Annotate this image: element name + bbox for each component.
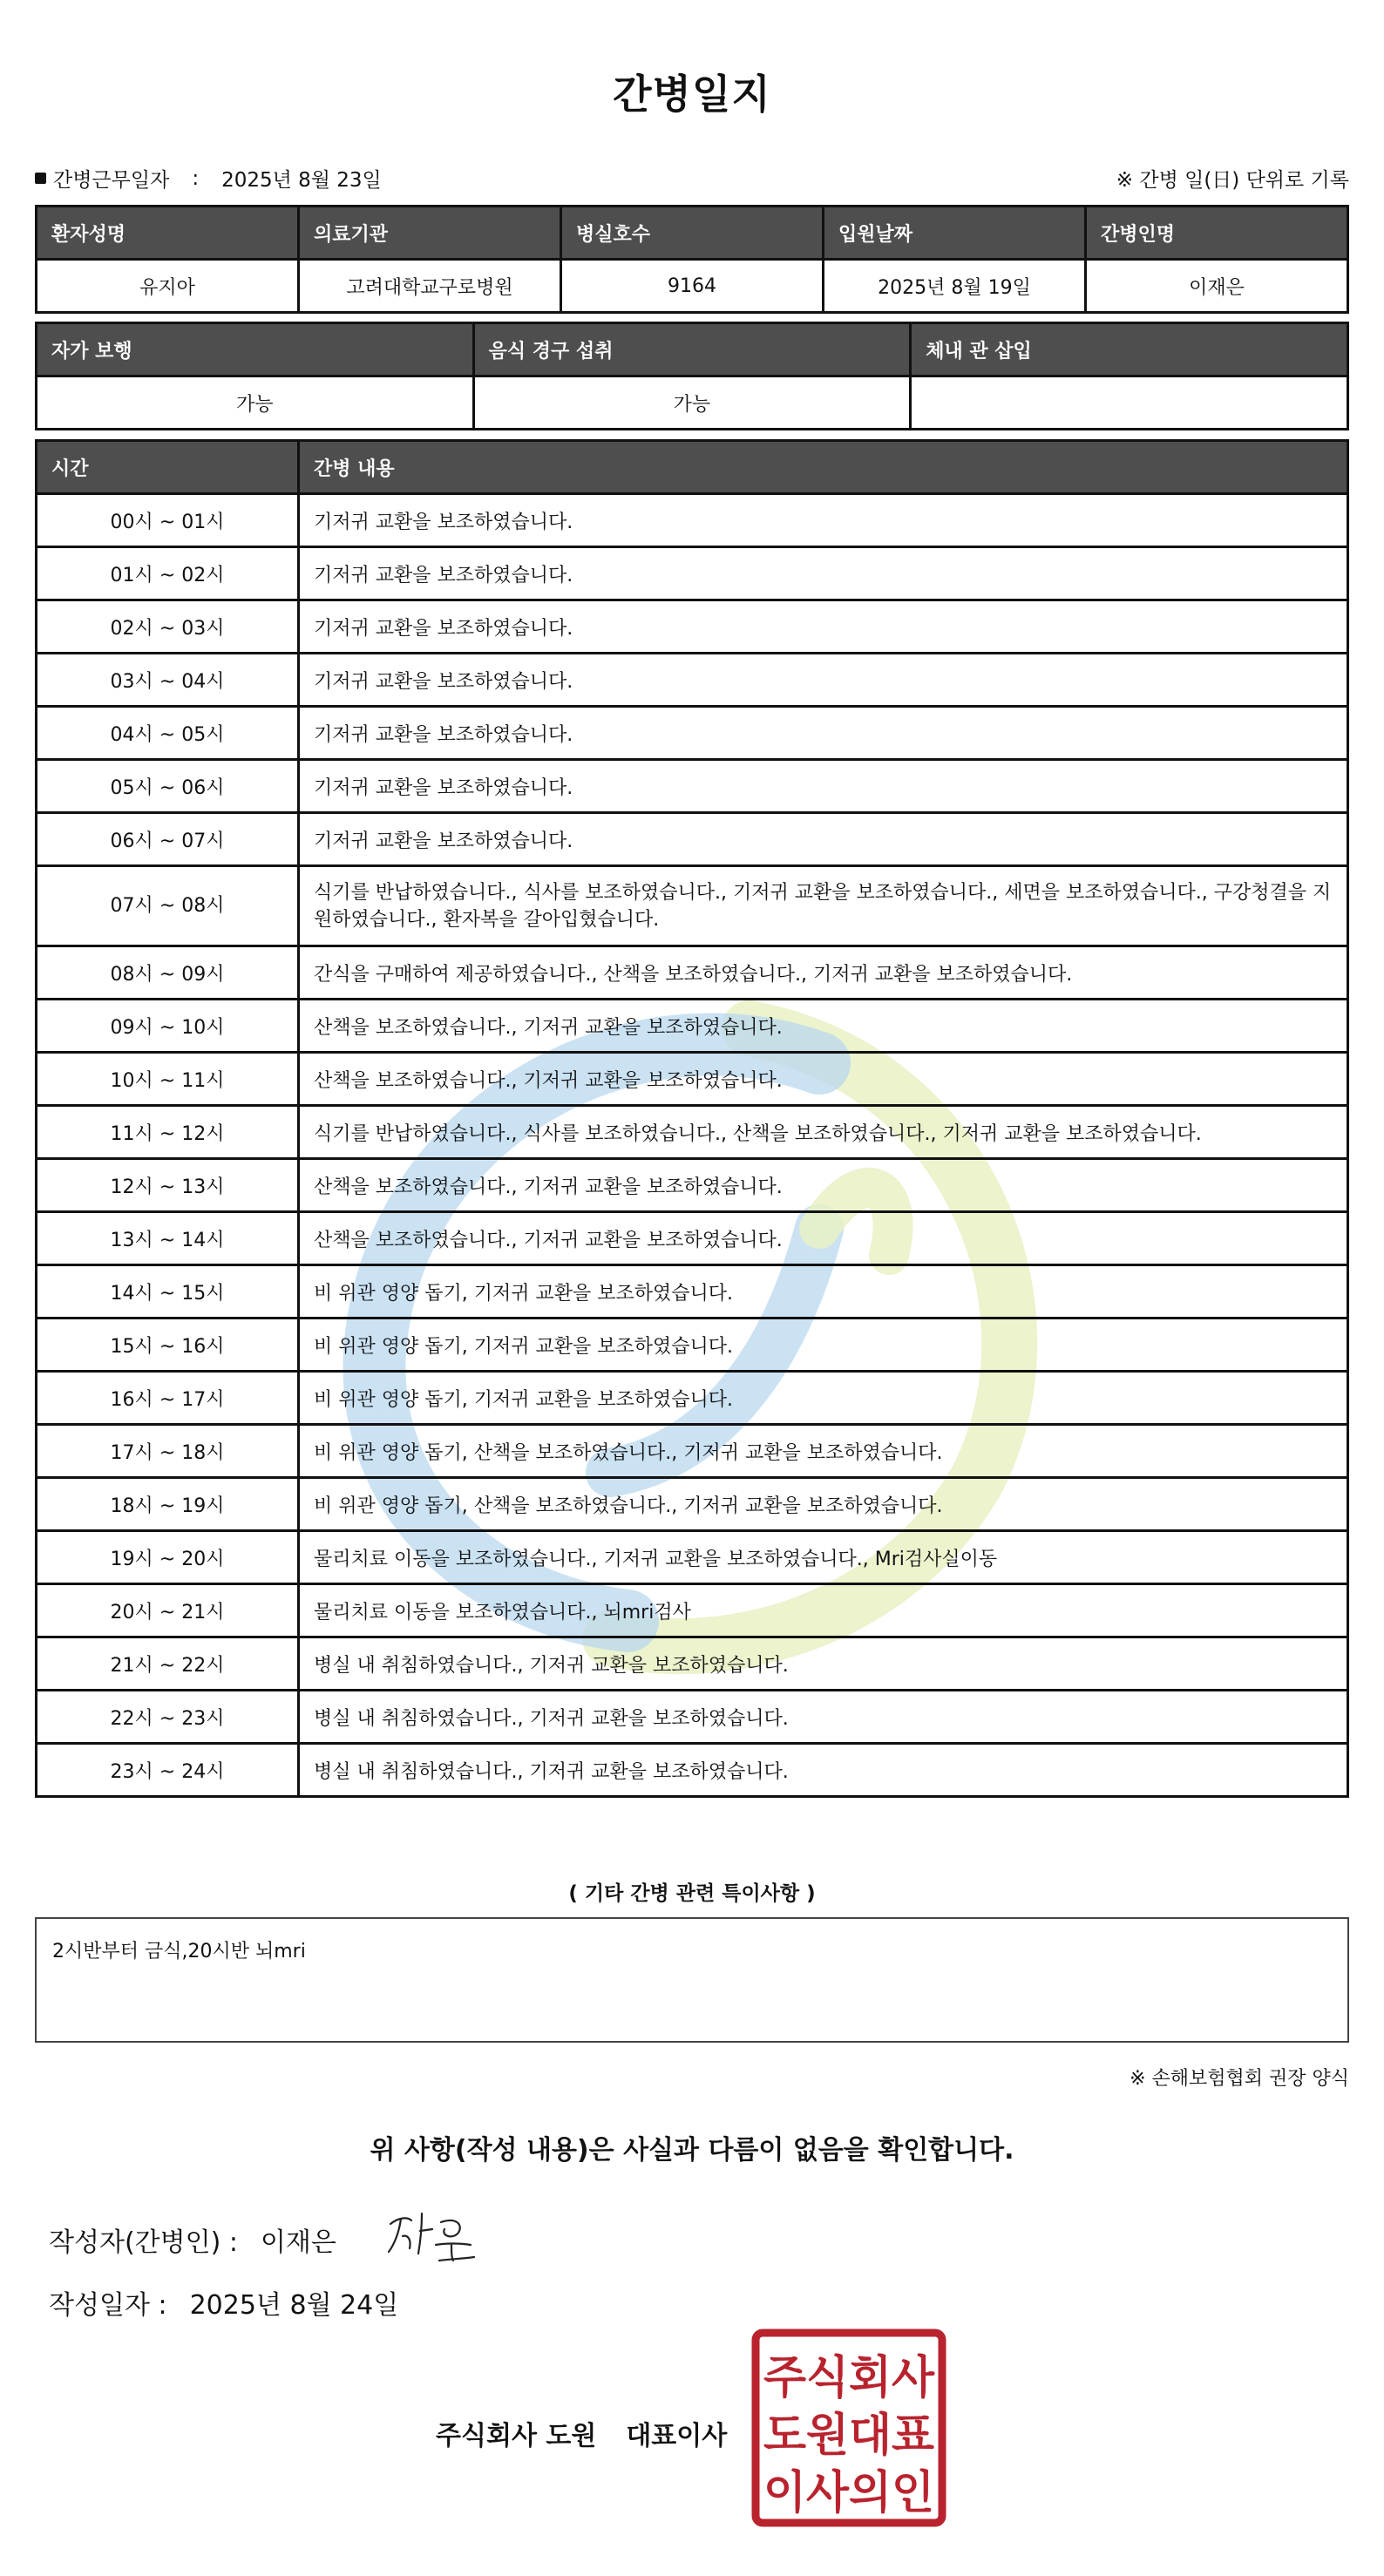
row-time: 19시 ~ 20시	[37, 1531, 299, 1584]
bullet-square-icon	[35, 173, 46, 184]
row-content: 기저귀 교환을 보조하였습니다.	[299, 707, 1348, 760]
table-row	[37, 547, 1348, 600]
row-time: 02시 ~ 03시	[37, 600, 299, 654]
table-row	[37, 1159, 1348, 1212]
row-time: 07시 ~ 08시	[37, 866, 299, 946]
row-time: 16시 ~ 17시	[37, 1372, 299, 1425]
company-name: 주식회사 도원	[436, 2421, 597, 2451]
row-content: 간식을 구매하여 제공하였습니다., 산책을 보조하였습니다., 기저귀 교환을 보조하였습니다.	[299, 946, 1348, 1000]
row-time: 05시 ~ 06시	[37, 760, 299, 813]
tube-insertion-value	[911, 376, 1348, 430]
table-row	[37, 1106, 1348, 1159]
header-patient-name: 환자성명	[37, 207, 299, 260]
table-row	[37, 600, 1348, 654]
special-notes-title: ( 기타 간병 관련 특이사항 )	[568, 1882, 816, 1905]
header-self-walking: 자가 보행	[37, 323, 474, 376]
row-content: 병실 내 취침하였습니다., 기저귀 교환을 보조하였습니다.	[299, 1744, 1348, 1797]
row-content: 비 위관 영양 돕기, 기저귀 교환을 보조하였습니다.	[299, 1319, 1348, 1372]
self-walking-value: 가능	[37, 376, 474, 430]
row-content: 기저귀 교환을 보조하였습니다.	[299, 494, 1348, 547]
confirmation-statement: 위 사항(작성 내용)은 사실과 다름이 없음을 확인합니다.	[370, 2135, 1014, 2166]
table-row	[37, 1319, 1348, 1372]
admission-date: 2025년 8월 19일	[824, 260, 1086, 313]
row-time: 15시 ~ 16시	[37, 1319, 299, 1372]
care-log-table	[35, 439, 1349, 1798]
company-signoff	[436, 2414, 727, 2452]
row-content: 산책을 보조하였습니다., 기저귀 교환을 보조하였습니다.	[299, 1159, 1348, 1212]
room-number: 9164	[561, 260, 824, 313]
row-content: 식기를 반납하였습니다., 식사를 보조하였습니다., 산책을 보조하였습니다., 기저귀 교환을 보조하였습니다.	[299, 1106, 1348, 1159]
table-row	[37, 1744, 1348, 1797]
table-row	[37, 1531, 1348, 1584]
document-title: 간병일지	[613, 71, 771, 118]
work-date-label: 간병근무일자	[53, 169, 170, 192]
row-content: 산책을 보조하였습니다., 기저귀 교환을 보조하였습니다.	[299, 1053, 1348, 1106]
row-time: 22시 ~ 23시	[37, 1691, 299, 1744]
special-notes-content: 2시반부터 금식,20시반 뇌mri	[52, 1941, 306, 1963]
seal-line-2: 도원대표	[763, 2410, 934, 2462]
row-time: 20시 ~ 21시	[37, 1584, 299, 1637]
row-time: 00시 ~ 01시	[37, 494, 299, 547]
row-time: 23시 ~ 24시	[37, 1744, 299, 1797]
table-row	[37, 866, 1348, 946]
row-time: 03시 ~ 04시	[37, 654, 299, 707]
table-row	[37, 1212, 1348, 1265]
written-date-value: 2025년 8월 24일	[189, 2290, 399, 2321]
header-time: 시간	[37, 441, 299, 494]
header-caregiver-name: 간병인명	[1086, 207, 1348, 260]
oral-intake-value: 가능	[473, 376, 911, 430]
work-date-colon: :	[192, 166, 200, 190]
row-time: 18시 ~ 19시	[37, 1478, 299, 1531]
row-time: 01시 ~ 02시	[37, 547, 299, 600]
row-content: 비 위관 영양 돕기, 기저귀 교환을 보조하였습니다.	[299, 1265, 1348, 1319]
row-content: 비 위관 영양 돕기, 기저귀 교환을 보조하였습니다.	[299, 1372, 1348, 1425]
table-row	[37, 1691, 1348, 1744]
header-tube-insertion: 체내 관 삽입	[911, 323, 1348, 376]
writer-name: 이재은	[260, 2227, 336, 2258]
table-row	[37, 1265, 1348, 1319]
row-content: 식기를 반납하였습니다., 식사를 보조하였습니다., 기저귀 교환을 보조하였습니다., 세면을 보조하였습니다., 구강청결을 지원하였습니다., 환자복을 갈아입혔습니다.	[299, 866, 1348, 946]
row-content: 기저귀 교환을 보조하였습니다.	[299, 547, 1348, 600]
table-row	[37, 1425, 1348, 1478]
table-row	[37, 946, 1348, 1000]
work-date-line	[35, 164, 382, 193]
row-content: 병실 내 취침하였습니다., 기저귀 교환을 보조하였습니다.	[299, 1637, 1348, 1691]
patient-info-table	[35, 205, 1349, 314]
row-content: 기저귀 교환을 보조하였습니다.	[299, 600, 1348, 654]
row-time: 14시 ~ 15시	[37, 1265, 299, 1319]
header-hospital: 의료기관	[299, 207, 561, 260]
work-date-value: 2025년 8월 23일	[221, 169, 382, 192]
row-content: 물리치료 이동을 보조하였습니다., 기저귀 교환을 보조하였습니다., Mri검사실이동	[299, 1531, 1348, 1584]
row-content: 기저귀 교환을 보조하였습니다.	[299, 654, 1348, 707]
table-row	[37, 1478, 1348, 1531]
patient-name: 유지아	[37, 260, 299, 313]
handwritten-signature	[383, 2205, 479, 2266]
row-time: 04시 ~ 05시	[37, 707, 299, 760]
table-row	[37, 1584, 1348, 1637]
seal-line-3: 이사의인	[763, 2467, 934, 2519]
form-note: ※ 손해보험협회 권장 양식	[1130, 2068, 1349, 2090]
caregiver-name: 이재은	[1086, 260, 1348, 313]
row-content: 기저귀 교환을 보조하였습니다.	[299, 760, 1348, 813]
row-time: 10시 ~ 11시	[37, 1053, 299, 1106]
table-row	[37, 1053, 1348, 1106]
table-row	[37, 707, 1348, 760]
written-date-line	[49, 2283, 398, 2322]
row-time: 12시 ~ 13시	[37, 1159, 299, 1212]
row-time: 11시 ~ 12시	[37, 1106, 299, 1159]
row-time: 21시 ~ 22시	[37, 1637, 299, 1691]
table-row	[37, 1637, 1348, 1691]
seal-line-1: 주식회사	[763, 2352, 935, 2404]
patient-status-table	[35, 322, 1349, 430]
ceo-title: 대표이사	[626, 2421, 728, 2451]
writer-label: 작성자(간병인) :	[49, 2227, 238, 2258]
table-row	[37, 1372, 1348, 1425]
record-note: ※ 간병 일(日) 단위로 기록	[1116, 169, 1349, 192]
hospital-name: 고려대학교구로병원	[299, 260, 561, 313]
table-row	[37, 654, 1348, 707]
table-row	[37, 1000, 1348, 1053]
row-content: 기저귀 교환을 보조하였습니다.	[299, 813, 1348, 866]
header-admission-date: 입원날짜	[824, 207, 1086, 260]
row-content: 비 위관 영양 돕기, 산책을 보조하였습니다., 기저귀 교환을 보조하였습니다.	[299, 1425, 1348, 1478]
special-notes-box	[35, 1917, 1349, 2043]
table-row	[37, 760, 1348, 813]
row-content: 비 위관 영양 돕기, 산책을 보조하였습니다., 기저귀 교환을 보조하였습니다.	[299, 1478, 1348, 1531]
row-time: 17시 ~ 18시	[37, 1425, 299, 1478]
row-content: 물리치료 이동을 보조하였습니다., 뇌mri검사	[299, 1584, 1348, 1637]
row-time: 06시 ~ 07시	[37, 813, 299, 866]
table-row	[37, 813, 1348, 866]
header-room-number: 병실호수	[561, 207, 824, 260]
row-content: 산책을 보조하였습니다., 기저귀 교환을 보조하였습니다.	[299, 1000, 1348, 1053]
company-seal-stamp	[751, 2329, 946, 2527]
header-care-content: 간병 내용	[299, 441, 1348, 494]
row-time: 08시 ~ 09시	[37, 946, 299, 1000]
row-content: 산책을 보조하였습니다., 기저귀 교환을 보조하였습니다.	[299, 1212, 1348, 1265]
written-date-label: 작성일자 :	[49, 2290, 167, 2321]
header-oral-intake: 음식 경구 섭취	[473, 323, 911, 376]
row-time: 13시 ~ 14시	[37, 1212, 299, 1265]
row-time: 09시 ~ 10시	[37, 1000, 299, 1053]
row-content: 병실 내 취침하였습니다., 기저귀 교환을 보조하였습니다.	[299, 1691, 1348, 1744]
writer-line	[49, 2220, 336, 2259]
table-row	[37, 494, 1348, 547]
